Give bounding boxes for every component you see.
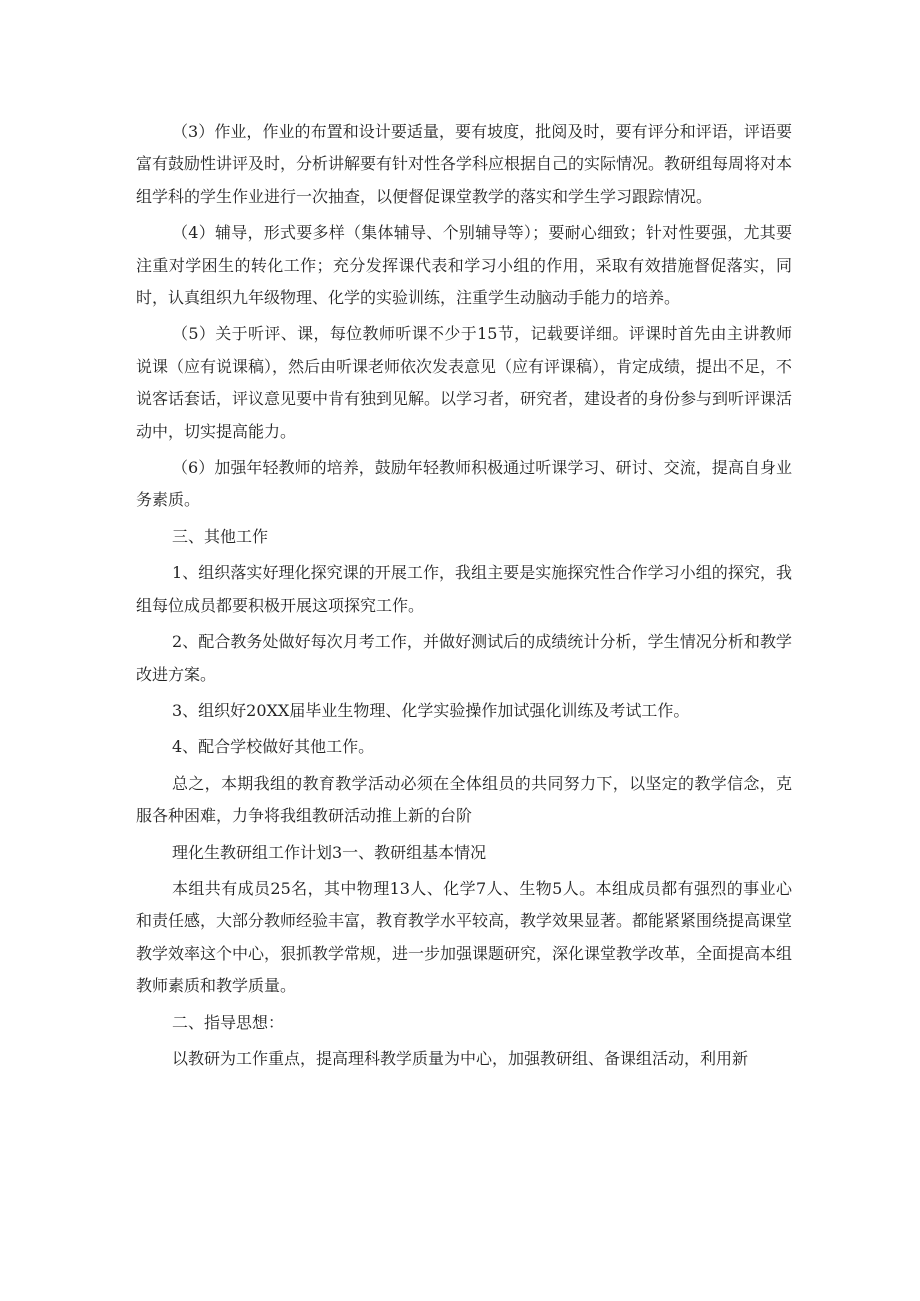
list-item-inquiry-class: 1、组织落实好理化探究课的开展工作，我组主要是实施探究性合作学习小组的探究，我组每位成员都要积极开展这项探究工作。 — [136, 563, 792, 615]
paragraph-tutoring: （4）辅导，形式要多样（集体辅导、个别辅导等）；要耐心细致；针对性要强，尤其要注重对学困生的转化工作；充分发挥课代表和学习小组的作用，采取有效措施督促落实，同时，认真组织九年级物理、化学的实验训练，注重学生动脑动手能力的培养。 — [136, 223, 792, 308]
paragraph-summary: 总之，本期我组的教育教学活动必须在全体组员的共同努力下，以坚定的教学信念，克服各种困难，力争将我组教研活动推上新的台阶 — [136, 773, 792, 826]
document-body — [136, 116, 792, 1079]
list-item-other-work: 4、配合学校做好其他工作。 — [172, 737, 375, 757]
list-item-lab-training: 3、组织好20XX届毕业生物理、化学实验操作加试强化训练及考试工作。 — [172, 700, 690, 720]
section-heading-other-work: 三、其他工作 — [172, 526, 269, 546]
paragraph-group-info: 本组共有成员25名，其中物理13人、化学7人、生物5人。本组成员都有强烈的事业心和责任感，大部分教师经验丰富，教育教学水平较高，教学效果显著。都能紧紧围绕提高课堂教学效率这个中心，狠抓教学常规，进一步加强课题研究，深化课堂教学改革，全面提高本组教师素质和教学质量。 — [136, 878, 793, 996]
paragraph-lesson-observation: （5）关于听评、课，每位教师听课不少于15节，记载要详细。评课时首先由主讲教师说课（应有说课稿），然后由听课老师依次发表意见（应有评课稿），肯定成绩，提出不足，不说客话套话，评议意见要中肯有独到见解。以学习者，研究者，建设者的身份参与到听评课活动中，切实提高能力。 — [136, 324, 793, 441]
section-heading-guiding-thought: 二、指导思想： — [172, 1012, 285, 1032]
section-heading-plan-3: 理化生教研组工作计划3一、教研组基本情况 — [172, 842, 487, 862]
paragraph-young-teachers: （6）加强年轻教师的培养，鼓励年轻教师积极通过听课学习、研讨、交流，提高自身业务素质。 — [136, 458, 792, 510]
paragraph-guiding-thought: 以教研为工作重点，提高理科教学质量为中心，加强教研组、备课组活动，利用新 — [172, 1048, 749, 1068]
list-item-monthly-exam: 2、配合教务处做好每次月考工作，并做好测试后的成绩统计分析，学生情况分析和教学改进方案。 — [136, 632, 792, 684]
paragraph-homework: （3）作业，作业的布置和设计要适量，要有坡度，批阅及时，要有评分和评语，评语要富有鼓励性讲评及时，分析讲解要有针对性各学科应根据自己的实际情况。教研组每周将对本组学科的学生作业进行一次抽查，以便督促课堂教学的落实和学生学习跟踪情况。 — [136, 122, 793, 206]
